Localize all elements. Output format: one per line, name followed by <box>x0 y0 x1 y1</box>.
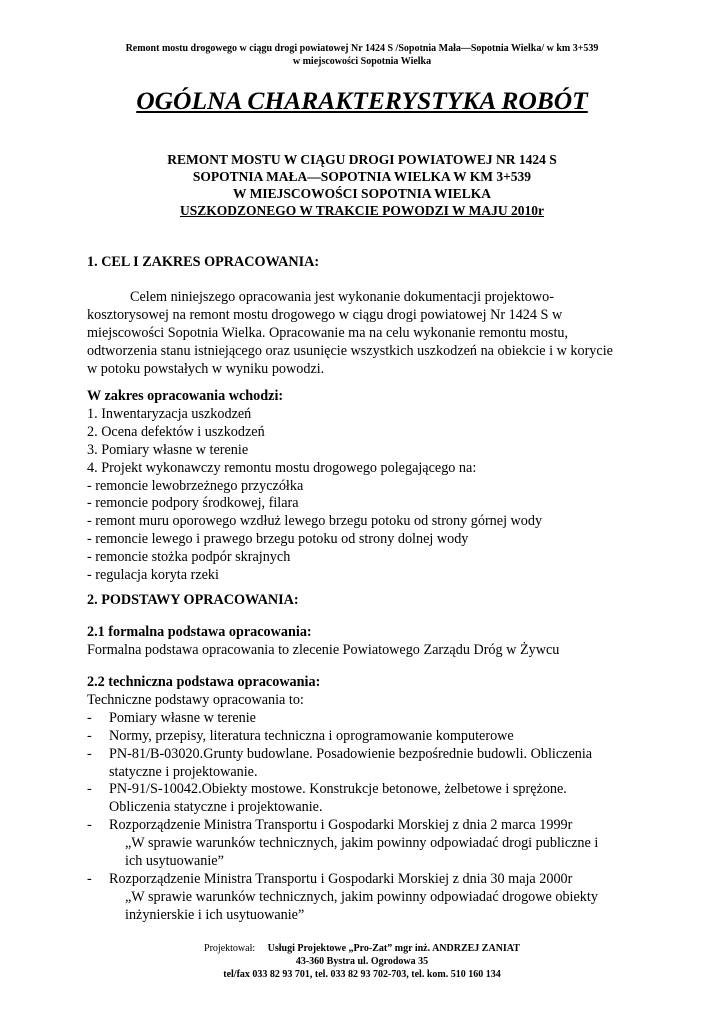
section-2-1-text: Formalna podstawa opracowania to zlecenie Powiatowego Zarządu Dróg w Żywcu <box>87 641 560 658</box>
footer-contact: tel/fax 033 82 93 701, tel. 033 82 93 702-703, tel. kom. 510 160 134 <box>223 969 501 980</box>
header-line-2: w miejscowości Sopotnia Wielka <box>292 56 432 67</box>
list-item-line: Rozporządzenie Ministra Transportu i Gospodarki Morskiej z dnia 30 maja 2000r <box>109 870 573 887</box>
paragraph-line: Celem niniejszego opracowania jest wykonanie dokumentacji projektowo- <box>130 289 554 305</box>
scope-heading: W zakres opracowania wchodzi: <box>87 388 284 404</box>
section-2-heading: 2. PODSTAWY OPRACOWANIA: <box>87 592 299 608</box>
list-item <box>87 710 647 728</box>
list-item-line: inżynierskie i ich usytuowanie” <box>125 906 305 923</box>
footer-address: 43-360 Bystra ul. Ogrodowa 35 <box>295 956 429 967</box>
header-line-1: Remont mostu drogowego w ciągu drogi powiatowej Nr 1424 S /Sopotnia Mała—Sopotnia Wielka/ w km 3+539 <box>125 43 599 54</box>
footer-label: Projektował: <box>204 943 256 954</box>
list-item: - regulacja koryta rzeki <box>87 567 219 584</box>
scope-list <box>87 388 647 585</box>
page-footer <box>100 942 624 981</box>
paragraph-line: kosztorysowej na remont mostu drogowego w ciągu drogi powiatowej Nr 1424 S w <box>87 306 563 323</box>
section-2-2 <box>87 674 647 925</box>
dash-bullet: - <box>87 727 92 744</box>
subtitle-line-4: USZKODZONEGO W TRAKCIE POWODZI W MAJU 2010r <box>179 203 545 218</box>
list-item: 2. Ocena defektów i uszkodzeń <box>87 423 265 440</box>
list-item: - remoncie lewego i prawego brzegu potoku od strony dolnej wody <box>87 531 469 548</box>
subtitle-line-2: SOPOTNIA MAŁA—SOPOTNIA WIELKA W KM 3+539 <box>192 169 532 184</box>
section-1-paragraph <box>87 289 647 379</box>
list-item: - remoncie stożka podpór skrajnych <box>87 549 291 566</box>
section-2-2-intro: Techniczne podstawy opracowania to: <box>87 691 304 708</box>
section-2-2-heading: 2.2 techniczna podstawa opracowania: <box>87 674 321 690</box>
section-2-1-heading: 2.1 formalna podstawa opracowania: <box>87 624 312 640</box>
running-header <box>60 42 664 68</box>
list-item <box>87 746 647 782</box>
list-item-line: Rozporządzenie Ministra Transportu i Gospodarki Morskiej z dnia 2 marca 1999r <box>109 817 573 834</box>
list-item-line: PN-81/B-03020.Grunty budowlane. Posadowienie bezpośrednie budowli. Obliczenia <box>109 745 593 762</box>
list-item: - remoncie lewobrzeżnego przyczółka <box>87 477 304 494</box>
list-item-line: Obliczenia statyczne i projektowanie. <box>109 799 323 816</box>
dash-bullet: - <box>87 870 92 887</box>
list-item: - remont muru oporowego wzdłuż lewego brzegu potoku od strony górnej wody <box>87 513 543 530</box>
dash-bullet: - <box>87 745 92 762</box>
dash-bullet: - <box>87 781 92 798</box>
paragraph-line: w potoku powstałych w wyniku powodzi. <box>87 360 325 377</box>
list-item-line: Normy, przepisy, literatura techniczna i oprogramowanie komputerowe <box>109 727 514 744</box>
list-item-line: ich usytuowanie” <box>125 853 224 870</box>
list-item: 1. Inwentaryzacja uszkodzeń <box>87 405 252 422</box>
list-item <box>87 817 647 871</box>
list-item <box>87 871 647 925</box>
list-item: - remoncie podpory środkowej, filara <box>87 495 299 512</box>
subtitle-line-1: REMONT MOSTU W CIĄGU DROGI POWIATOWEJ NR 1424 S <box>167 152 557 167</box>
paragraph-line: odtworzenia stanu istniejącego oraz usunięcie wszystkich uszkodzeń na obiekcie i w korycie <box>87 342 613 359</box>
dash-bullet: - <box>87 817 92 834</box>
list-item <box>87 781 647 817</box>
list-item-line: „W sprawie warunków technicznych, jakim powinny odpowiadać drogowe obiekty <box>125 888 598 905</box>
subtitle-line-3: W MIEJSCOWOŚCI SOPOTNIA WIELKA <box>233 186 491 201</box>
list-item-line: „W sprawie warunków technicznych, jakim powinny odpowiadać drogi publiczne i <box>125 835 599 852</box>
footer-company: Usługi Projektowe „Pro-Zat” mgr inż. ANDRZEJ ZANIAT <box>267 943 520 954</box>
list-item-line: Pomiary własne w terenie <box>109 709 256 726</box>
list-item-line: PN-91/S-10042.Obiekty mostowe. Konstrukcje betonowe, żelbetowe i sprężone. <box>109 781 567 798</box>
paragraph-line: miejscowości Sopotnia Wielka. Opracowanie ma na celu wykonanie remontu mostu, <box>87 324 569 341</box>
dash-bullet: - <box>87 709 92 726</box>
list-item: 3. Pomiary własne w terenie <box>87 441 249 458</box>
section-2-1 <box>87 624 647 660</box>
list-item <box>87 728 647 746</box>
document-subtitle <box>60 151 664 219</box>
list-item: 4. Projekt wykonawczy remontu mostu drogowego polegającego na: <box>87 459 477 476</box>
section-1-heading: 1. CEL I ZAKRES OPRACOWANIA: <box>87 254 320 270</box>
list-item-line: statyczne i projektowanie. <box>109 763 258 780</box>
document-title: OGÓLNA CHARAKTERYSTYKA ROBÓT <box>136 86 588 115</box>
